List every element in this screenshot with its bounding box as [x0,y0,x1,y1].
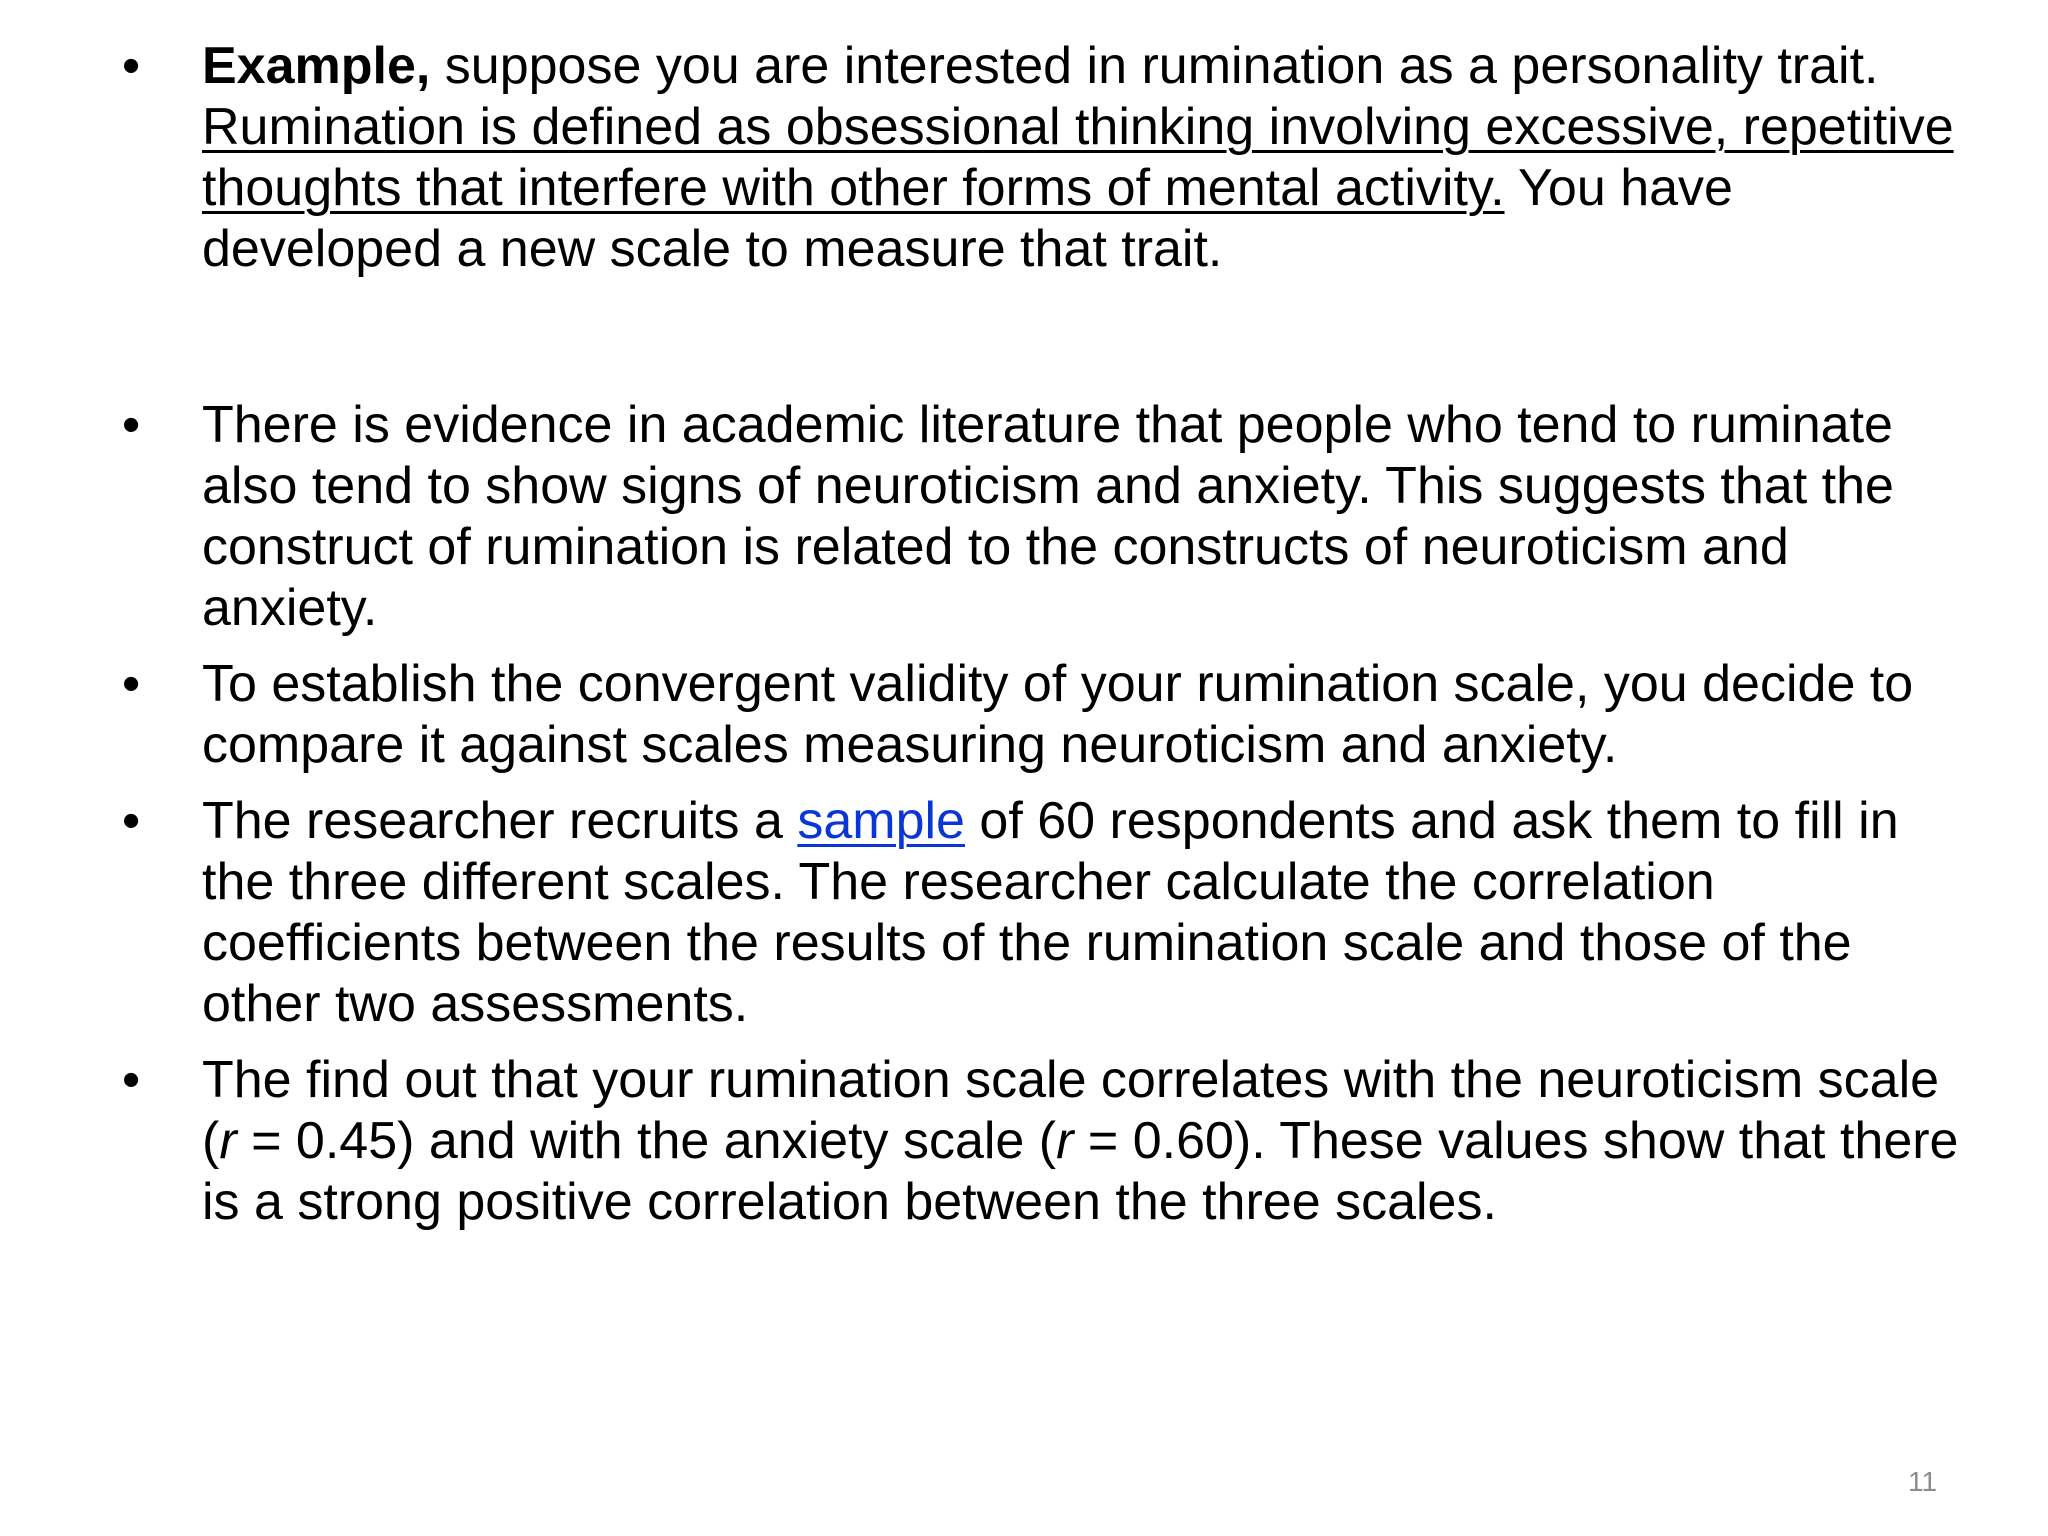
bullet-example [122,36,1962,280]
example-text-1: suppose you are interested in rumination as a personality trait. [430,37,1879,95]
example-lead: Example, [202,37,431,95]
bullet-convergent-validity [122,654,1962,776]
r-symbol: r [219,1112,237,1170]
findings-text-2: = 0.45) and with the anxiety scale ( [236,1112,1057,1170]
bullet-dot: • [122,1051,141,1109]
sample-link[interactable]: sample [797,792,965,850]
bullet-dot: • [122,792,141,850]
example-text-2: You have developed a new scale to measure that trait. [202,159,1733,278]
researcher-text-1: The researcher recruits a [202,792,798,850]
bullet-dot: • [122,396,141,454]
findings-text-1: The find out that your rumination scale correlates with the neuroticism scale ( [202,1051,1940,1170]
researcher-text-2: of 60 respondents and ask them to fill in the three different scales. The researcher calculate the correlation coefficients between the results of the rumination scale and those of the other two assessments. [202,792,1899,1033]
bullet-dot: • [122,655,141,713]
rumination-definition: Rumination is defined as obsessional thinking involving excessive, repetitive thoughts that interfere with other forms of mental activity. [202,98,1954,217]
bullet-researcher [122,791,1962,1035]
bullet-list [122,36,1962,1233]
convergent-validity-text: To establish the convergent validity of your rumination scale, you decide to compare it against scales measuring neuroticism and anxiety. [202,655,1914,774]
r-symbol: r [1056,1112,1074,1170]
bullet-findings [122,1050,1962,1233]
bullet-evidence [122,395,1962,639]
page-number: 11 [1908,1466,1938,1497]
evidence-text: There is evidence in academic literature that people who tend to ruminate also tend to show signs of neuroticism and anxiety. This suggests that the construct of rumination is related to the constructs of neuroticism and anxiety. [202,396,1894,637]
bullet-dot: • [122,37,141,95]
findings-text-3: = 0.60). These values show that there is a strong positive correlation between the three scales. [202,1112,1959,1231]
